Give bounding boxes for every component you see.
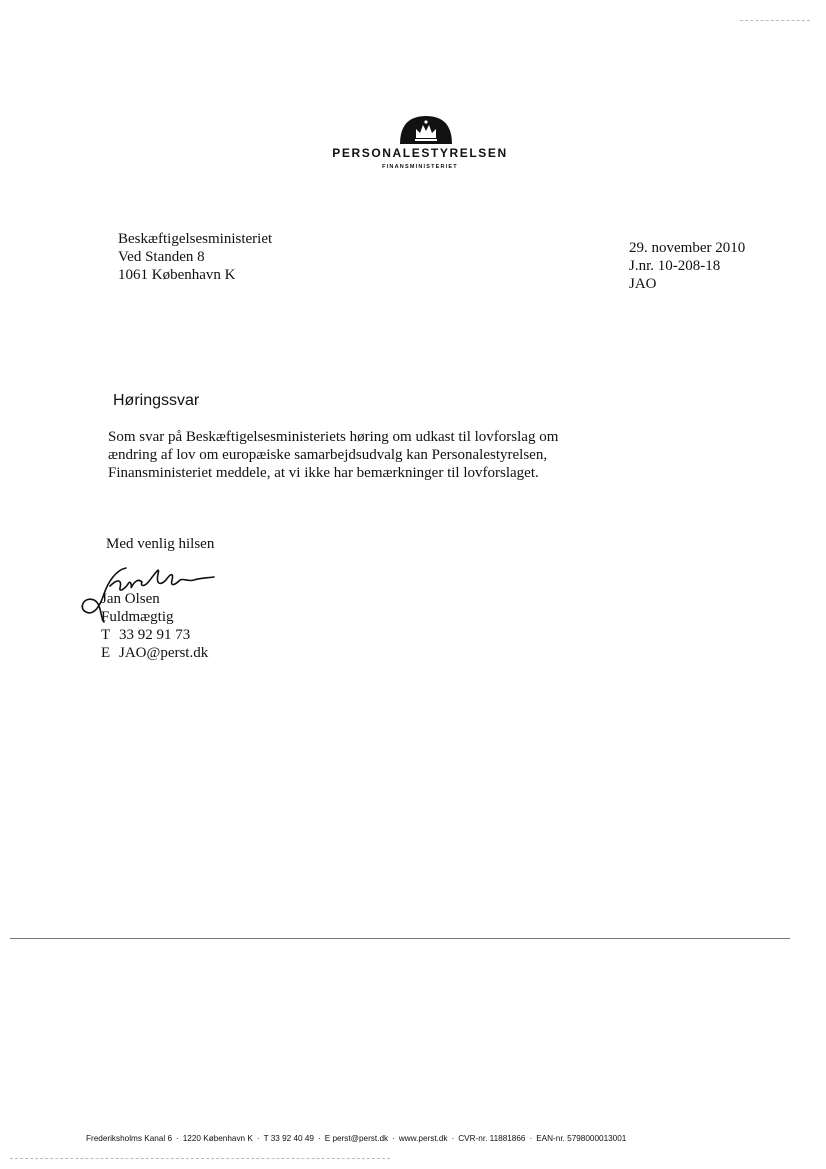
letter-body — [108, 428, 578, 482]
scan-artifact-line — [740, 20, 810, 21]
recipient-line: Ved Standen 8 — [118, 249, 205, 265]
email-label: E — [101, 645, 111, 661]
organization-name: PERSONALESTYRELSEN — [332, 146, 508, 160]
body-line: Som svar på Beskæftigelsesministeriets høring om udkast til lovforslag om — [108, 429, 559, 445]
footer-phone: T 33 92 40 49 — [263, 1134, 314, 1143]
footer-cvr: CVR-nr. 11881866 — [458, 1134, 526, 1143]
letter-subject: Høringssvar — [113, 392, 200, 409]
signatory-title: Fuldmægtig — [101, 609, 174, 625]
signatory-email-row — [101, 644, 208, 662]
footer-address: Frederiksholms Kanal 6 — [86, 1134, 173, 1143]
signature-block — [101, 590, 208, 662]
scan-artifact-line — [10, 1158, 390, 1159]
footer-ean: EAN-nr. 5798000013001 — [536, 1134, 627, 1143]
journal-number: J.nr. 10-208-18 — [629, 258, 721, 274]
recipient-line: 1061 København K — [118, 267, 236, 283]
footer-email: E perst@perst.dk — [324, 1134, 389, 1143]
footer-postal: 1220 København K — [182, 1134, 253, 1143]
letterhead — [320, 108, 520, 178]
recipient-address — [118, 230, 272, 284]
letter-date: 29. november 2010 — [629, 240, 746, 256]
page-divider — [10, 938, 790, 939]
signatory-phone-row — [101, 626, 208, 644]
phone-label: T — [101, 627, 111, 643]
crown-crest-icon — [396, 114, 456, 144]
letter-meta — [629, 239, 745, 293]
initials: JAO — [629, 276, 657, 292]
closing-salutation: Med venlig hilsen — [106, 536, 215, 552]
body-line: ændring af lov om europæiske samarbejdsudvalg kan Personalestyrelsen, — [108, 447, 548, 463]
recipient-line: Beskæftigelsesministeriet — [118, 231, 273, 247]
signatory-phone: 33 92 91 73 — [119, 627, 191, 643]
body-line: Finansministeriet meddele, at vi ikke har bemærkninger til lovforslaget. — [108, 465, 539, 481]
signatory-email: JAO@perst.dk — [119, 645, 209, 661]
footer-web: www.perst.dk — [398, 1134, 448, 1143]
signatory-name: Jan Olsen — [101, 591, 160, 607]
letter-footer: Frederiksholms Kanal 6 · 1220 København K · T 33 92 40 49 · E perst@perst.dk · www.perst.dk · CVR-nr. 11881866 · EAN-nr. 5798000013001 — [86, 1134, 627, 1143]
ministry-name: FINANSMINISTERIET — [382, 164, 458, 170]
